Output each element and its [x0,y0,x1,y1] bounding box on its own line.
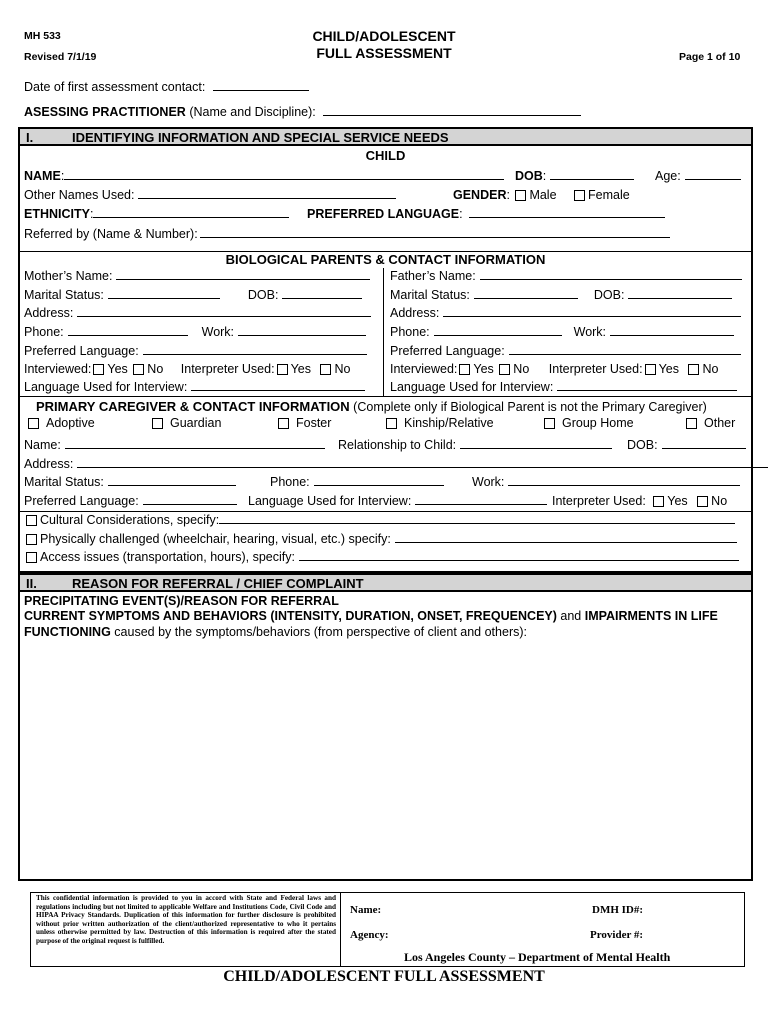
caregiver-dob-field[interactable] [662,437,746,449]
caregiver-phone-field[interactable] [314,474,444,486]
mother-dob-label: DOB: [247,288,279,302]
mother-work-field[interactable] [238,324,366,336]
mother-lang-field[interactable] [143,343,367,355]
revised-date: Revised 7/1/19 [24,51,97,63]
father-lang-label: Preferred Language: [390,344,505,358]
section2-number: II. [26,576,37,591]
father-interpreter-no-label: No [702,362,719,376]
form-title [234,28,534,62]
child-age-row [655,168,741,184]
functioning-label: FUNCTIONING [24,625,111,639]
functioning-line [24,624,527,640]
father-marital-label: Marital Status: [390,288,470,302]
father-interpreter-label: Interpreter Used: [548,362,643,376]
caregiver-marital-row [24,474,236,490]
caregiver-type-group-home [542,415,634,431]
caregiver-lang-interview-row [248,493,547,509]
physically-row [24,531,737,547]
section1-header [18,127,753,146]
referred-row [24,226,670,242]
pref-lang-label: PREFERRED LANGUAGE [307,207,460,221]
mother-phone-row [24,324,366,340]
mother-interviewed-no-label: No [147,362,164,376]
footer-provider-label: Provider #: [590,929,644,941]
father-work-field[interactable] [610,324,734,336]
relationship-label: Relationship to Child: [338,438,457,452]
female-label: Female [588,188,630,202]
gender-label: GENDER [453,188,507,202]
bio-heading: BIOLOGICAL PARENTS & CONTACT INFORMATION [225,252,546,267]
caregiver-dob-row [627,437,746,453]
cultural-field[interactable] [219,512,735,524]
caregiver-heading-row [36,399,707,415]
footer-dmh-label: DMH ID#: [592,904,644,916]
group-home-label: Group Home [562,416,634,430]
mother-address-field[interactable] [77,305,371,317]
confidential-notice: This confidential information is provided to you in accord with State and Federal laws and regulations including but not limited to applicable Welfare and Institutions Code, Civil Code and HIPAA Privacy Standards. Duplication of this information for further disclosure is prohibited without prior written authorization of the client/authorized representative to who it pertains unless otherwise permitted by law. Destruction of this information is required after the stated purpose of the original request is fulfilled. [36,894,336,945]
mother-phone-label: Phone: [24,325,64,339]
mother-interpreter-yes-checkbox[interactable] [277,364,288,375]
mother-lang-interview-row [24,379,365,395]
male-checkbox[interactable] [515,190,526,201]
caregiver-marital-label: Marital Status: [24,475,104,489]
other-names-field[interactable] [138,187,396,199]
guardian-label: Guardian [170,416,222,430]
relationship-row [338,437,612,453]
footer-divider [340,892,341,967]
caregiver-address-label: Address: [24,457,74,471]
footer-name-label: Name: [350,904,382,916]
father-lang-interview-field[interactable] [557,379,737,391]
relationship-field[interactable] [460,437,612,449]
mother-lang-label: Preferred Language: [24,344,139,358]
caregiver-name-row [24,437,325,453]
impairments-label: IMPAIRMENTS IN LIFE [584,609,718,623]
mother-lang-interview-field[interactable] [191,379,365,391]
caregiver-dob-label: DOB: [627,438,658,452]
form-code: MH 533 [24,30,61,42]
caregiver-lang-label: Preferred Language: [24,494,139,508]
page-number: Page 1 of 10 [679,51,741,63]
father-interviewed-no-checkbox[interactable] [499,364,510,375]
footer-dmh-field[interactable] [648,902,740,916]
caregiver-name-field[interactable] [65,437,325,449]
physically-field[interactable] [395,531,737,543]
father-phone-label: Phone: [390,325,430,339]
father-work-label: Work: [573,325,607,339]
child-age-label: Age: [655,169,681,183]
caregiver-lang-interview-label: Language Used for Interview: [248,494,412,508]
caregiver-heading: PRIMARY CAREGIVER & CONTACT INFORMATION [36,399,350,414]
mother-address-row [24,305,371,321]
mother-marital-field[interactable] [108,287,220,299]
father-dob-field[interactable] [628,287,732,299]
mother-interviewed-row [24,361,350,377]
caregiver-work-field[interactable] [508,474,740,486]
adoptive-checkbox[interactable] [28,418,39,429]
caregiver-address-row [24,456,768,472]
access-row [24,549,739,565]
father-name-label: Father’s Name: [390,269,476,283]
caregiver-type-adoptive [26,415,95,431]
father-interviewed-row [390,361,718,377]
caregiver-interpreter-row [552,493,727,509]
pref-lang-row: PREFERRED LANGUAGE: [307,206,665,222]
group-home-checkbox[interactable] [544,418,555,429]
reason-response-area[interactable] [24,644,746,872]
mother-interviewed-yes-label: Yes [107,362,128,376]
practitioner-label: ASESSING PRACTITIONER [24,105,186,119]
caregiver-work-label: Work: [472,475,505,489]
father-address-field[interactable] [443,305,741,317]
mother-marital-label: Marital Status: [24,288,104,302]
father-address-row [390,305,741,321]
form-title-line2: FULL ASSESSMENT [316,45,452,61]
footer-agency-field[interactable] [396,927,586,941]
functioning-text: caused by the symptoms/behaviors (from perspective of client and others): [114,625,527,639]
mother-lang-interview-label: Language Used for Interview: [24,380,188,394]
caregiver-interpreter-label: Interpreter Used: [552,494,646,508]
ethnicity-label: ETHNICITY [24,207,90,221]
mother-interviewed-no-checkbox[interactable] [133,364,144,375]
section1-number: I. [26,130,34,145]
first-contact-label: Date of first assessment contact: [24,80,206,94]
caregiver-type-kinship [384,415,494,431]
caregiver-note: (Complete only if Biological Parent is not the Primary Caregiver) [353,400,707,414]
father-lang-interview-label: Language Used for Interview: [390,380,554,394]
child-name-row: NAME: [24,168,504,184]
mother-interviewed-yes-checkbox[interactable] [93,364,104,375]
practitioner-row [24,104,581,120]
foster-checkbox[interactable] [278,418,289,429]
mother-lang-row [24,343,367,359]
father-lang-interview-row [390,379,737,395]
mother-interpreter-label: Interpreter Used: [180,362,275,376]
father-interviewed-no-label: No [513,362,530,376]
father-lang-row [390,343,741,359]
father-interpreter-no-checkbox[interactable] [688,364,699,375]
caregiver-address-field[interactable] [77,456,768,468]
caregiver-type-other [684,415,735,431]
father-dob-label: DOB: [593,288,625,302]
child-heading: CHILD [365,148,406,163]
other-names-row [24,187,396,203]
section2-title: REASON FOR REFERRAL / CHIEF COMPLAINT [72,576,364,591]
access-checkbox[interactable] [26,552,37,563]
caregiver-divider [18,396,753,397]
mother-interpreter-no-label: No [334,362,351,376]
first-contact-row [24,79,309,95]
mother-interpreter-yes-label: Yes [290,362,311,376]
caregiver-phone-label: Phone: [270,475,310,489]
referred-field[interactable] [200,226,670,238]
cultural-checkbox[interactable] [26,515,37,526]
section2-header [18,573,753,592]
footer-agency-label: Agency: [350,929,389,941]
other-names-label: Other Names Used: [24,188,135,202]
cultural-row [24,512,735,528]
practitioner-hint: (Name and Discipline): [189,105,316,119]
county-department: Los Angeles County – Department of Mental Health [404,950,671,964]
physically-label: Physically challenged (wheelchair, hearing, visual, etc.) specify: [40,532,391,546]
father-interviewed-yes-label: Yes [473,362,494,376]
other-label: Other [704,416,736,430]
caregiver-name-label: Name: [24,438,61,452]
father-address-label: Address: [390,306,440,320]
father-phone-row [390,324,734,340]
pref-lang-field[interactable] [469,206,665,218]
mother-name-field[interactable] [116,268,370,280]
bio-column-divider [383,268,384,396]
mother-address-label: Address: [24,306,74,320]
access-label: Access issues (transportation, hours), specify: [40,550,295,564]
father-interpreter-yes-label: Yes [658,362,679,376]
gender-row: GENDER: Male Female [453,188,630,202]
kinship-checkbox[interactable] [386,418,397,429]
current-symptoms-line [24,608,718,624]
physically-checkbox[interactable] [26,534,37,545]
foster-label: Foster [296,416,332,430]
father-marital-row [390,287,732,303]
footer-provider-field[interactable] [650,927,740,941]
female-checkbox[interactable] [574,190,585,201]
caregiver-interpreter-yes-label: Yes [667,494,688,508]
mother-name-label: Mother’s Name: [24,269,113,283]
father-marital-field[interactable] [474,287,578,299]
referred-label: Referred by (Name & Number): [24,227,198,241]
child-dob-field[interactable] [550,168,634,180]
mother-name-row [24,268,370,284]
caregiver-interpreter-no-checkbox[interactable] [697,496,708,507]
child-name-label: NAME [24,169,61,183]
caregiver-work-row [472,474,740,490]
caregiver-marital-field[interactable] [108,474,236,486]
ethnicity-field[interactable] [93,206,289,218]
caregiver-type-guardian [150,415,221,431]
mother-phone-field[interactable] [68,324,188,336]
father-phone-field[interactable] [434,324,562,336]
mother-interpreter-no-checkbox[interactable] [320,364,331,375]
male-label: Male [529,188,557,202]
father-interviewed-yes-checkbox[interactable] [459,364,470,375]
first-contact-field[interactable] [213,79,309,91]
adoptive-label: Adoptive [46,416,95,430]
mother-dob-field[interactable] [282,287,362,299]
caregiver-interpreter-no-label: No [711,494,728,508]
caregiver-phone-row [270,474,444,490]
father-interviewed-label: Interviewed: [390,362,458,376]
ethnicity-row: ETHNICITY: [24,206,289,222]
footer-name-field[interactable] [390,902,580,916]
caregiver-lang-field[interactable] [143,493,237,505]
cultural-label: Cultural Considerations, specify: [40,513,220,527]
and-label: and [560,609,582,623]
child-dob-row: DOB: [515,168,634,184]
form-title-line1: CHILD/ADOLESCENT [312,28,456,44]
precipitating-label: PRECIPITATING EVENT(S)/REASON FOR REFERRAL [24,594,339,608]
current-symptoms-label: CURRENT SYMPTOMS AND BEHAVIORS (INTENSITY, DURATION, ONSET, FREQUENCEY) [24,609,557,623]
child-dob-label: DOB [515,169,543,183]
father-lang-field[interactable] [509,343,741,355]
access-field[interactable] [299,549,739,561]
father-name-field[interactable] [480,268,742,280]
father-name-row [390,268,742,284]
child-name-field[interactable] [64,168,504,180]
caregiver-type-foster [276,415,331,431]
practitioner-field[interactable] [323,104,581,116]
guardian-checkbox[interactable] [152,418,163,429]
father-interpreter-yes-checkbox[interactable] [645,364,656,375]
mother-marital-row [24,287,362,303]
child-age-field[interactable] [685,168,741,180]
other-checkbox[interactable] [686,418,697,429]
caregiver-lang-row [24,493,237,509]
section1-title: IDENTIFYING INFORMATION AND SPECIAL SERVICE NEEDS [72,130,449,145]
mother-interviewed-label: Interviewed: [24,362,92,376]
kinship-label: Kinship/Relative [404,416,494,430]
bottom-title: CHILD/ADOLESCENT FULL ASSESSMENT [223,968,545,985]
caregiver-lang-interview-field[interactable] [415,493,547,505]
mother-work-label: Work: [201,325,235,339]
caregiver-interpreter-yes-checkbox[interactable] [653,496,664,507]
